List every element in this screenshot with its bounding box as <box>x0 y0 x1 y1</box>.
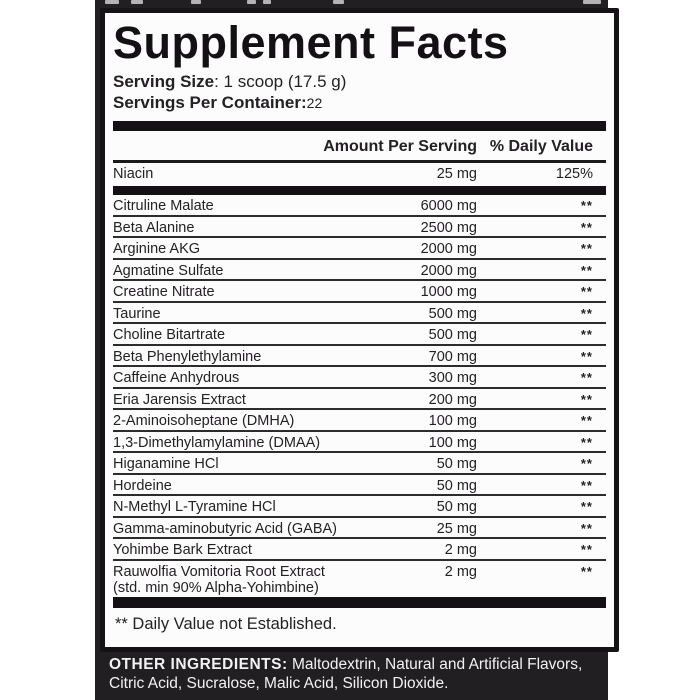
ingredient-dv: ** <box>580 434 593 450</box>
table-row <box>113 322 606 344</box>
ingredient-name: Choline Bitartrate <box>113 327 226 343</box>
daily-value-footnote: ** Daily Value not Established. <box>115 614 337 633</box>
ingredient-dv: ** <box>580 262 593 278</box>
ingredient-amount: 50 mg <box>436 499 477 515</box>
ingredient-name: Hordeine <box>113 477 172 494</box>
ingredient-dv: ** <box>580 456 593 471</box>
table-row-niacin <box>113 163 606 186</box>
ingredient-dv: ** <box>580 477 593 493</box>
table-row <box>113 258 606 280</box>
servings-per-container-value: 22 <box>306 95 323 111</box>
serving-size-value: : 1 scoop (17.5 g) <box>214 72 347 91</box>
ingredient-name: Niacin <box>113 166 154 182</box>
table-row <box>113 559 606 597</box>
ingredient-amount: 100 mg <box>428 434 477 451</box>
ingredient-name: Eria Jarensis Extract <box>113 391 246 408</box>
table-row <box>113 365 606 387</box>
ingredient-dv: ** <box>580 370 593 385</box>
ingredient-name: Creatine Nitrate <box>113 284 215 300</box>
table-row <box>113 301 606 323</box>
ingredient-dv: ** <box>580 542 593 557</box>
ingredient-dv: ** <box>580 284 593 299</box>
ingredient-amount: 2500 mg <box>420 219 477 236</box>
ingredient-dv: ** <box>580 198 593 213</box>
table-row <box>113 473 606 495</box>
table-row <box>113 494 606 516</box>
other-ingredients-text: Maltodextrin, Natural and Artificial Flavors, Citric Acid, Sucralose, Malic Acid, Silicon Dioxide. <box>109 656 583 692</box>
table-row <box>113 430 606 452</box>
amount-per-serving-header: Amount Per Serving <box>323 138 477 155</box>
other-ingredients-label: OTHER INGREDIENTS: <box>109 656 288 673</box>
ingredient-dv: ** <box>580 348 593 364</box>
serving-size-line <box>113 71 606 92</box>
ingredient-name: 2-Aminoisoheptane (DMHA) <box>113 413 295 429</box>
table-row <box>113 537 606 559</box>
cropped-print-artifact <box>105 0 119 4</box>
ingredient-amount: 2000 mg <box>420 241 477 257</box>
table-row <box>113 344 606 366</box>
table-row <box>113 195 606 215</box>
cropped-print-artifact <box>131 0 143 4</box>
table-row <box>113 516 606 538</box>
ingredient-amount: 2 mg <box>444 542 477 558</box>
ingredient-name: N-Methyl L-Tyramine HCl <box>113 499 276 515</box>
ingredient-name: Yohimbe Bark Extract <box>113 542 252 558</box>
ingredient-dv: ** <box>580 241 593 256</box>
ingredient-amount: 2000 mg <box>420 262 477 279</box>
ingredient-amount: 50 mg <box>436 477 477 494</box>
divider-bar-thick <box>113 186 606 195</box>
ingredient-name: Beta Phenylethylamine <box>113 348 262 365</box>
daily-value-header: % Daily Value <box>489 138 593 155</box>
table-row <box>113 279 606 301</box>
supplement-facts-title: Supplement Facts <box>113 17 509 68</box>
ingredient-amount: 50 mg <box>436 456 477 472</box>
ingredient-amount: 300 mg <box>428 370 477 386</box>
ingredient-amount: 25 mg <box>436 166 477 182</box>
ingredient-name: Citruline Malate <box>113 198 214 214</box>
ingredient-amount: 100 mg <box>428 413 477 429</box>
supplement-facts-box <box>100 8 619 652</box>
ingredient-amount: 6000 mg <box>420 198 477 214</box>
table-row <box>113 236 606 258</box>
ingredient-dv: ** <box>580 391 593 407</box>
table-row <box>113 408 606 430</box>
label-dark-panel <box>95 0 608 700</box>
ingredient-amount: 500 mg <box>428 327 477 343</box>
ingredient-name: Rauwolfia Vomitoria Root Extract (std. min 90% Alpha-Yohimbine) <box>113 563 325 596</box>
cropped-print-artifact <box>583 0 601 4</box>
ingredient-name: 1,3-Dimethylamylamine (DMAA) <box>113 434 321 451</box>
ingredient-dv: ** <box>580 219 593 235</box>
cropped-print-artifact <box>263 0 271 4</box>
divider-bar-thick <box>113 597 606 608</box>
ingredient-amount: 25 mg <box>436 520 477 537</box>
cropped-print-artifact <box>191 0 201 4</box>
ingredient-name: Gamma-aminobutyric Acid (GABA) <box>113 520 338 537</box>
table-header-row <box>113 131 606 163</box>
ingredient-dv: 125% <box>555 166 593 182</box>
ingredient-dv: ** <box>580 327 593 342</box>
serving-size-label: Serving Size <box>113 72 215 91</box>
ingredient-amount: 1000 mg <box>420 284 477 300</box>
other-ingredients <box>109 655 595 693</box>
table-row <box>113 387 606 409</box>
ingredient-name: Higanamine HCl <box>113 456 219 472</box>
ingredient-name: Caffeine Anhydrous <box>113 370 240 386</box>
ingredient-amount: 500 mg <box>428 305 477 322</box>
ingredient-rows <box>113 195 606 597</box>
ingredient-amount: 2 mg <box>444 563 477 580</box>
ingredient-name: Agmatine Sulfate <box>113 262 224 279</box>
servings-per-container-line <box>113 92 606 114</box>
ingredient-name: Beta Alanine <box>113 219 195 236</box>
ingredient-name: Arginine AKG <box>113 241 201 257</box>
ingredient-name: Taurine <box>113 305 161 322</box>
ingredient-dv: ** <box>580 305 593 321</box>
ingredient-dv: ** <box>580 520 593 536</box>
ingredient-dv: ** <box>580 499 593 514</box>
table-row <box>113 451 606 473</box>
ingredient-dv: ** <box>580 413 593 428</box>
servings-per-container-label: Servings Per Container: <box>113 93 307 112</box>
cropped-print-artifact <box>333 0 344 4</box>
ingredient-dv: ** <box>580 563 593 579</box>
cropped-print-artifact <box>247 0 256 4</box>
ingredient-amount: 700 mg <box>428 348 477 365</box>
divider-bar-thick <box>113 121 606 131</box>
table-row <box>113 215 606 237</box>
ingredient-amount: 200 mg <box>428 391 477 408</box>
